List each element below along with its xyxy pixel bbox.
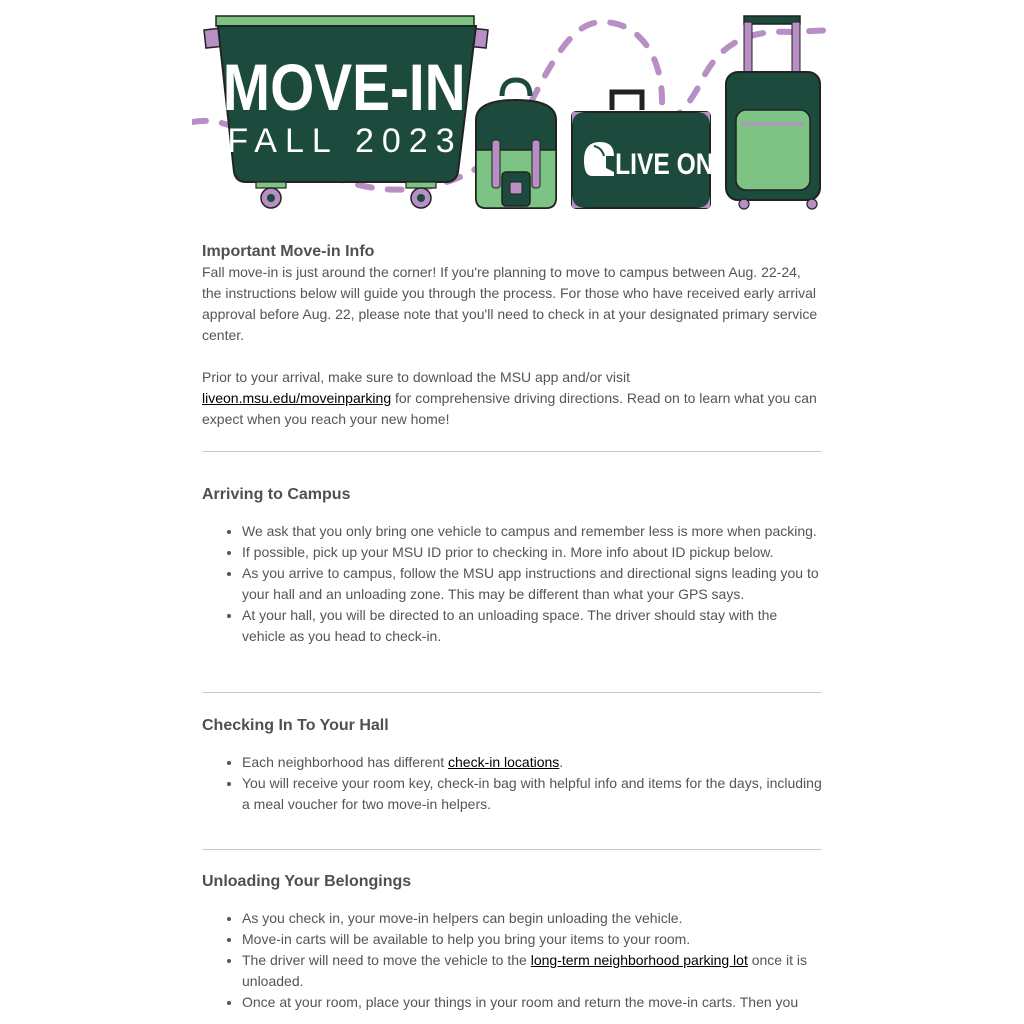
unloading-heading: Unloading Your Belongings [202,873,412,890]
arriving-list [202,521,822,647]
intro-paragraph-2 [202,367,822,430]
briefcase-icon [572,92,714,208]
long-term-parking-link[interactable]: long-term neighborhood parking lot [530,952,748,968]
list-item: • Once at your room, place your things in your room and return the move-in carts. Then you [242,992,822,1013]
list-item-text: The driver will need to move the vehicle to the [242,952,531,968]
list-item-text-end: once it is unloaded. [242,952,807,989]
list-item [242,950,822,992]
list-item: • If possible, pick up your MSU ID prior to checking in. More info about ID pickup below. [242,542,822,563]
list-item-text-end: . [559,754,564,770]
moveinparking-link[interactable]: liveon.msu.edu/moveinparking [202,390,392,406]
dumpster-cart-icon [204,16,488,208]
list-item: • We ask that you only bring one vehicle to campus and remember less is more when packing. [242,521,822,542]
list-item: • At your hall, you will be directed to an unloading space. The driver should stay with the vehicle as you head to check-in. [242,605,822,647]
intro-paragraph-2-text-end: for comprehensive driving directions. Read on to learn what you can expect when you reach your new home! [202,390,817,427]
list-item-text: Each neighborhood has different [242,754,449,770]
hero-title: MOVE-IN [222,51,466,126]
unloading-list [202,908,822,1013]
hero-banner [192,0,832,220]
intro-paragraph-1: Fall move-in is just around the corner! If you're planning to move to campus between Aug. 22-24, the instructions below will guide you through the process. For those who have received early arrival approval before Aug. 22, please note that you'll need to check in at your designated primary service center. [202,264,818,343]
list-item: • You will receive your room key, check-in bag with helpful info and items for the days, including a meal voucher for two move-in helpers. [242,773,822,815]
checking-heading: Checking In To Your Hall [202,717,389,734]
checking-list [202,752,822,815]
list-item: • As you arrive to campus, follow the MSU app instructions and directional signs leading you to your hall and an unloading zone. This may be different than what your GPS says. [242,563,822,605]
intro-heading: Important Move-in Info [202,243,375,260]
list-item: • As you check in, your move-in helpers can begin unloading the vehicle. [242,908,822,929]
arriving-heading: Arriving to Campus [202,486,351,503]
email-body [192,0,832,1013]
backpack-icon [476,80,556,208]
check-in-locations-link[interactable]: check-in locations [448,754,560,770]
hero-illustration [192,0,832,220]
suitcase-brand-text: LIVE ON [615,146,714,181]
hero-subtitle: FALL 2023 [227,122,463,160]
list-item [242,752,822,773]
rolling-suitcase-icon [726,16,820,209]
intro-paragraph-2-text: Prior to your arrival, make sure to download the MSU app and/or visit [202,369,630,385]
list-item: • Move-in carts will be available to help you bring your items to your room. [242,929,822,950]
